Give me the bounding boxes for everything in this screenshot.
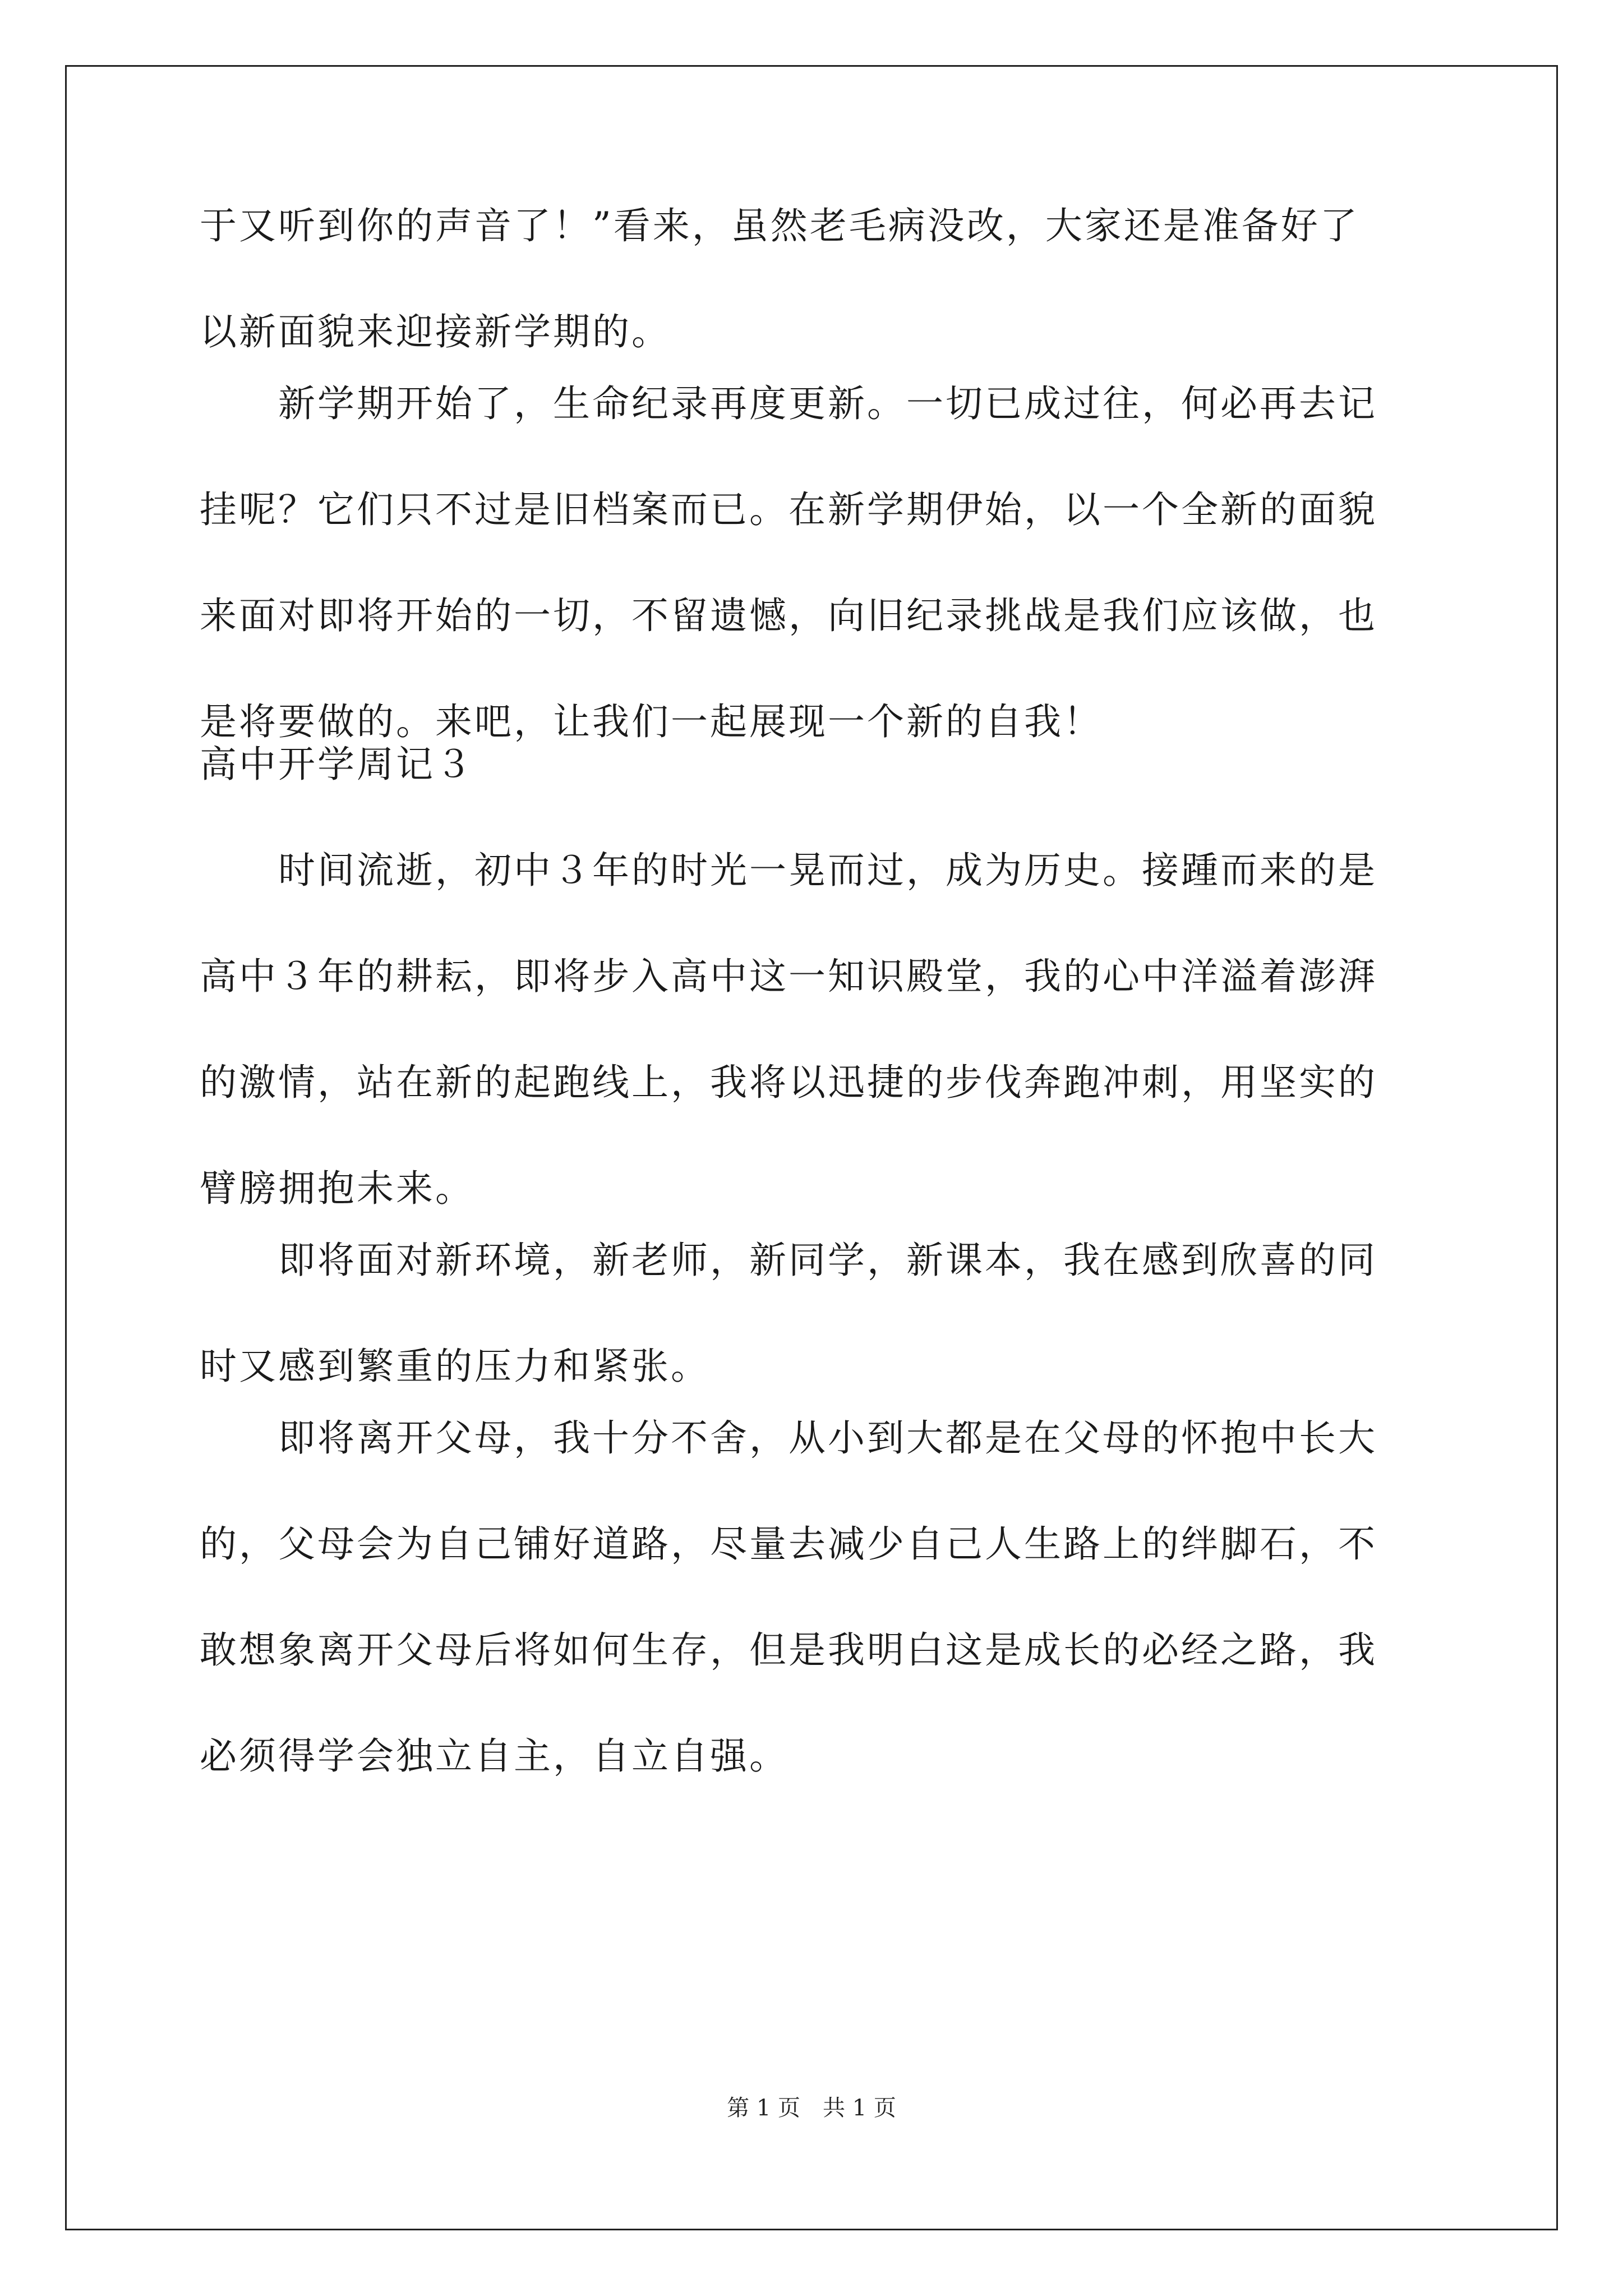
text-line: 敢想象离开父母后将如何生存，但是我明白这是成长的必经之路，我: [200, 1628, 1377, 1672]
paragraph-2: [200, 382, 1428, 743]
paragraph-1: [200, 204, 1428, 353]
text-line: 时又感到繁重的压力和紧张。: [200, 1345, 710, 1388]
text-line: 即将离开父母，我十分不舍，从小到大都是在父母的怀抱中长大: [200, 1416, 1377, 1460]
text-line: 时间流逝，初中３年的时光一晃而过，成为历史。接踵而来的是: [200, 849, 1377, 892]
paragraph-3: [200, 849, 1428, 1210]
text-line: 是将要做的。来吧，让我们一起展现一个新的自我！: [200, 700, 1103, 743]
text-line: 以新面貌来迎接新学期的。: [200, 310, 671, 353]
text-line: 挂呢？它们只不过是旧档案而已。在新学期伊始，以一个全新的面貌: [200, 488, 1377, 531]
text-line: 即将面对新环境，新老师，新同学，新课本，我在感到欣喜的同: [200, 1239, 1377, 1282]
paragraph-4: [200, 1239, 1428, 1388]
text-line: 来面对即将开始的一切，不留遗憾，向旧纪录挑战是我们应该做，也: [200, 594, 1377, 637]
text-line: 臂膀拥抱未来。: [200, 1167, 474, 1210]
text-line: 新学期开始了，生命纪录再度更新。一切已成过往，何必再去记: [200, 382, 1377, 425]
section-heading: 高中开学周记３: [200, 743, 474, 786]
page-number-footer: 第 1 页 共 1 页: [727, 2095, 896, 2121]
text-line: 高中３年的耕耘，即将步入高中这一知识殿堂，我的心中洋溢着澎湃: [200, 955, 1377, 998]
text-line: 必须得学会独立自主，自立自强。: [200, 1734, 789, 1778]
paragraph-5: [200, 1416, 1428, 1778]
text-line: 的，父母会为自己铺好道路，尽量去减少自己人生路上的绊脚石，不: [200, 1522, 1377, 1566]
document-body: [200, 204, 1428, 1810]
text-line: 于又听到你的声音了！”看来，虽然老毛病没改，大家还是准备好了: [200, 204, 1359, 247]
text-line: 的激情，站在新的起跑线上，我将以迅捷的步伐奔跑冲刺，用坚实的: [200, 1061, 1377, 1104]
